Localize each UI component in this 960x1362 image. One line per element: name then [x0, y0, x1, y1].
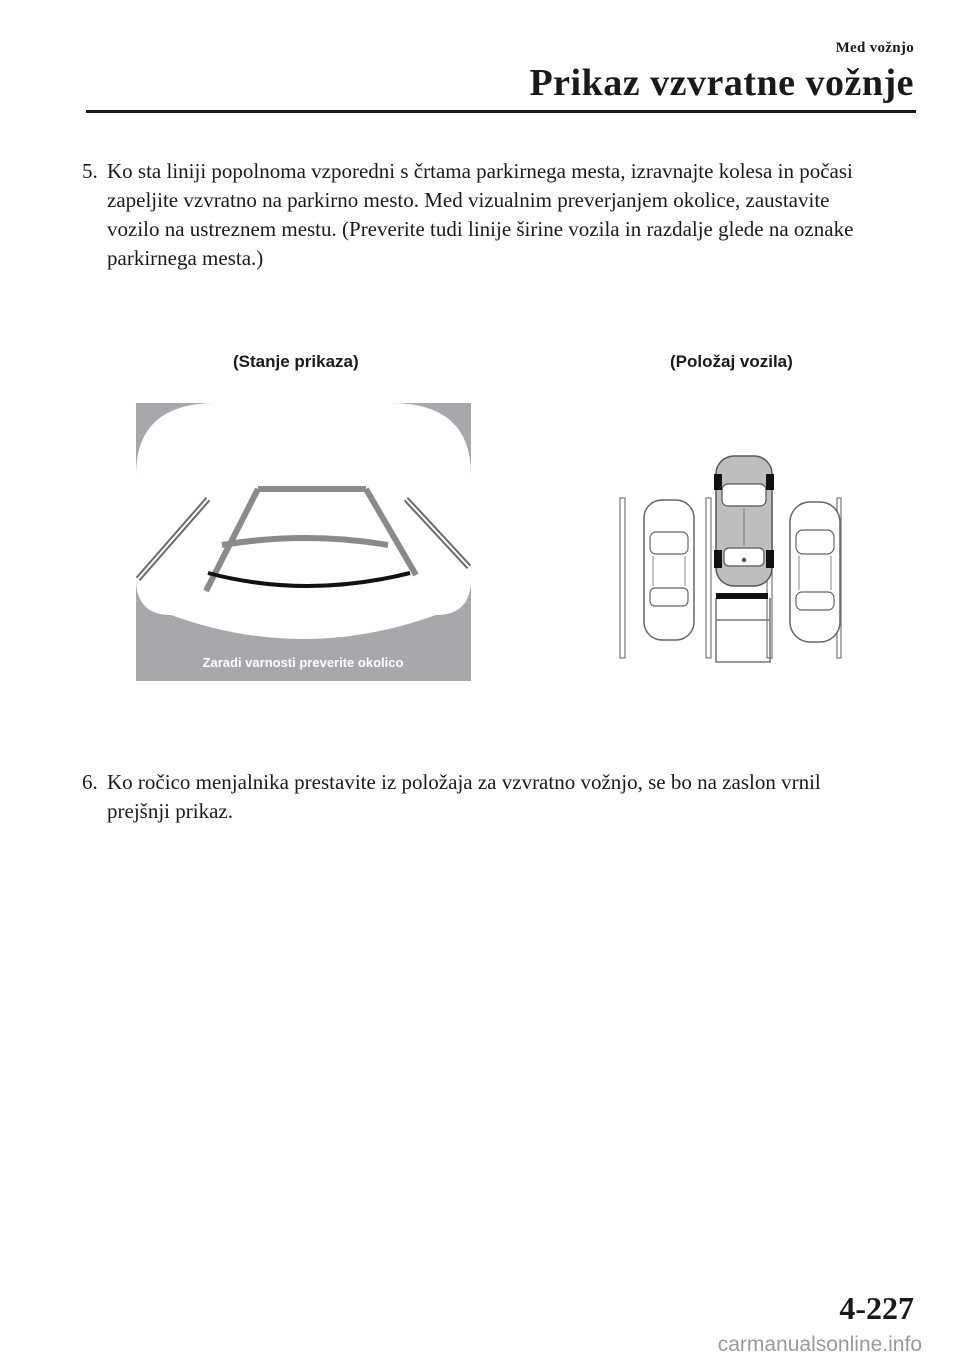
stop-line	[716, 593, 768, 599]
parking-line-1	[620, 498, 625, 658]
parking-position-illustration	[612, 448, 842, 666]
chapter-title: Prikaz vzvratne vožnje	[529, 62, 914, 104]
parked-car-right	[790, 502, 840, 642]
safety-warning-text: Zaradi varnosti preverite okolico	[202, 655, 404, 670]
caption-vehicle-position: (Položaj vozila)	[670, 352, 793, 371]
step-text: Ko sta liniji popolnoma vzporedni s črtama parkirnega mesta, izravnajte kolesa in počasi zapeljite vzvratno na parkirno mesto. Med vizualnim preverjanjem okolice, zaustavite vozilo na ustreznem mestu. (Preverite tudi linije širine vozila in razdalje glede na oznake parkirnega mesta.)	[107, 159, 854, 270]
parking-line-2	[706, 498, 711, 658]
step-number: 5.	[82, 159, 98, 183]
step-5	[82, 157, 882, 273]
step-text: Ko ročico menjalnika prestavite iz položaja za vzvratno vožnjo, se bo na zaslon vrnil prejšnji prikaz.	[107, 770, 821, 823]
parked-car-left	[644, 500, 694, 640]
caption-display-state: (Stanje prikaza)	[233, 352, 359, 371]
section-label: Med vožnjo	[835, 40, 914, 56]
rear-camera-display-illustration	[136, 403, 471, 681]
watermark: carmanualsonline.info	[717, 1333, 922, 1356]
title-rule	[86, 110, 916, 113]
reversing-car	[714, 456, 774, 586]
step-6	[82, 768, 882, 826]
parking-space-outline	[716, 598, 770, 662]
page-number: 4-227	[839, 1290, 914, 1326]
step-number: 6.	[82, 770, 98, 794]
